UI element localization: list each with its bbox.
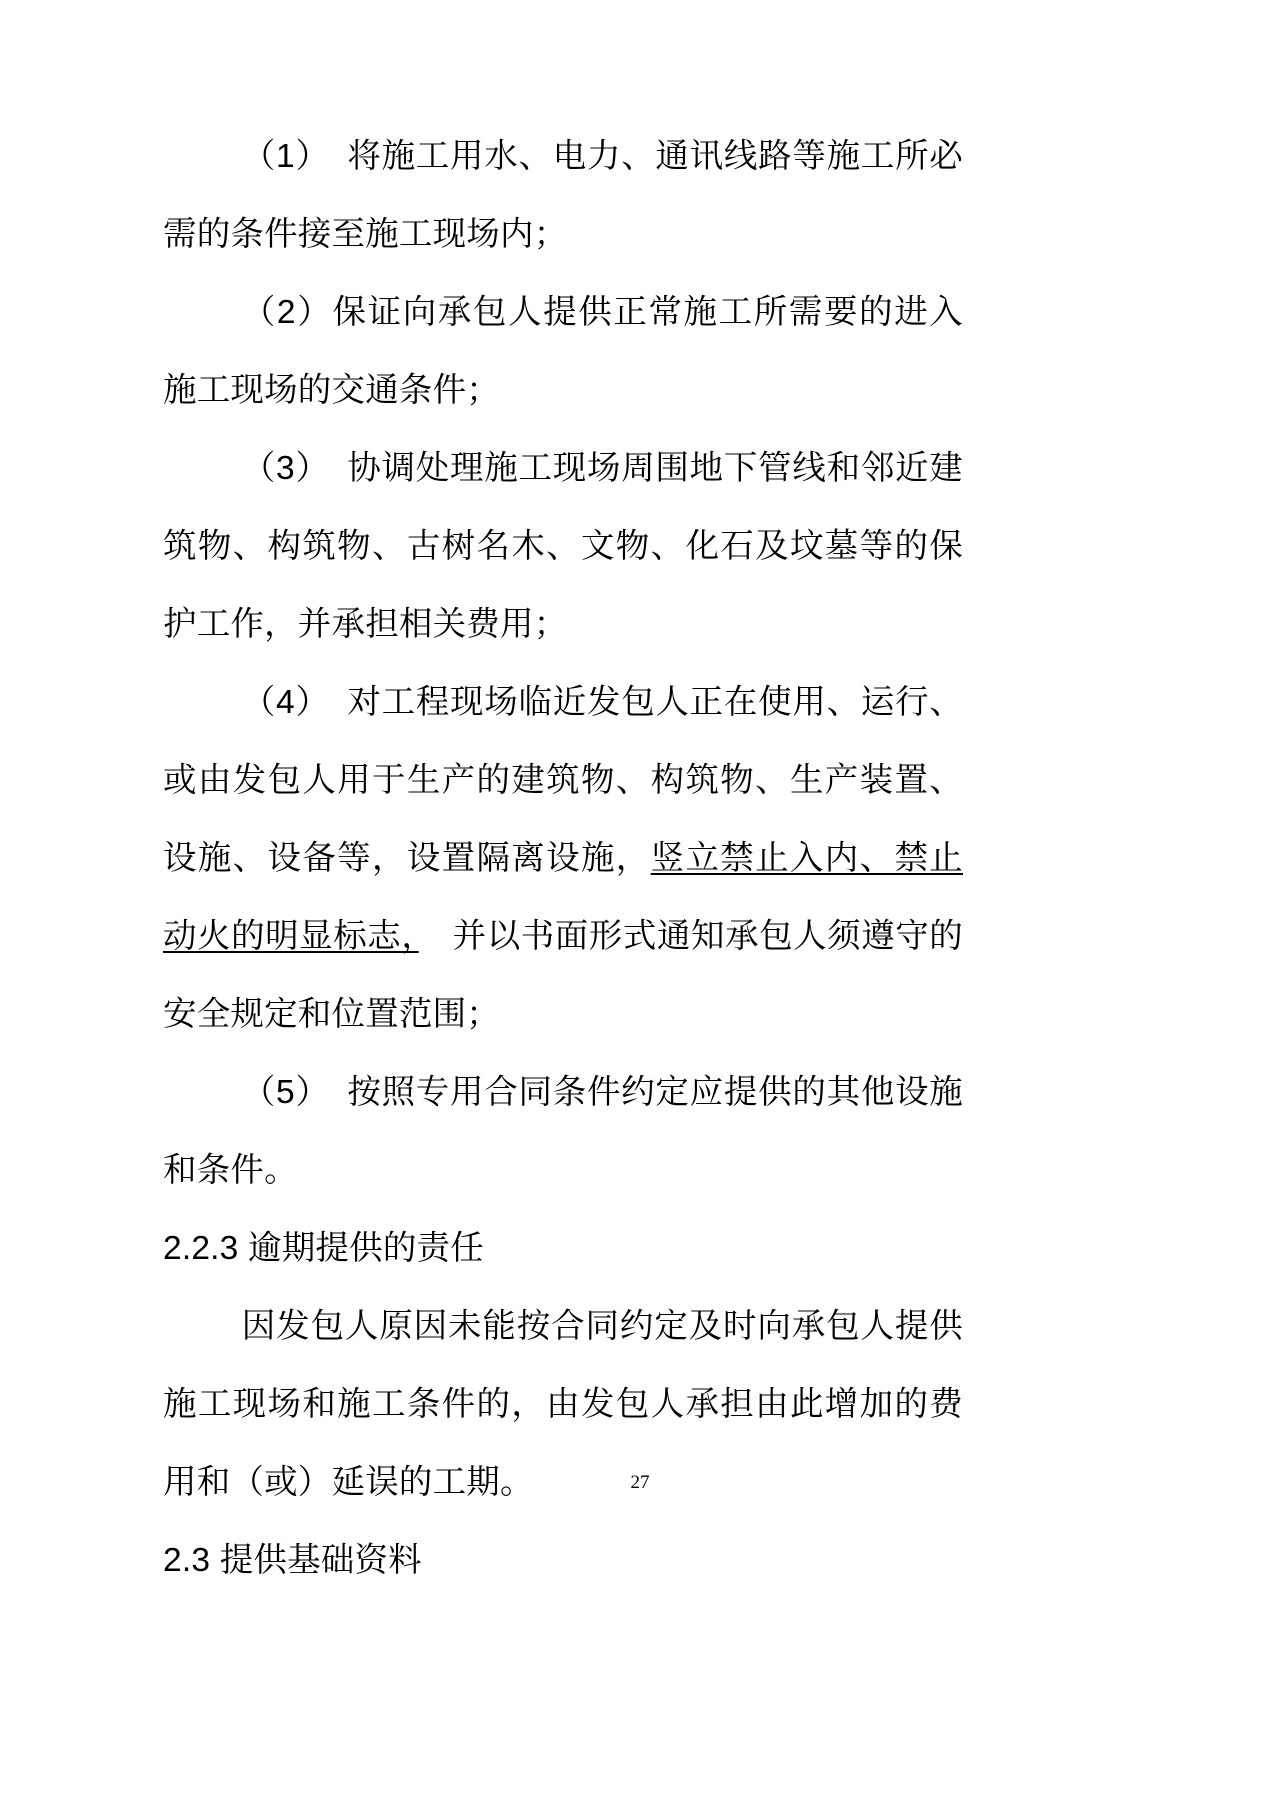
section-heading-2-2-3 (163, 1210, 963, 1288)
list-item-4 (163, 664, 963, 1054)
section-heading-2-3-title: 提供基础资料 (219, 1542, 422, 1579)
section-heading-2-3 (163, 1522, 963, 1600)
page-content (163, 118, 963, 1600)
section-heading-2-3-number: 2.3 (163, 1542, 211, 1579)
list-item-5-number: （5） (241, 1074, 314, 1111)
section-heading-2-2-3-number: 2.2.3 (163, 1230, 239, 1267)
list-item-2-number: （2） (241, 294, 333, 331)
list-item-4-number: （4） (241, 684, 314, 721)
list-item-2 (163, 274, 963, 430)
section-heading-2-2-3-title: 逾期提供的责任 (248, 1230, 484, 1267)
overdue-liability-paragraph: 因发包人原因未能按合同约定及时向承包人提供施工现场和施工条件的，由发包人承担由此增加的费用和（或）延误的工期。 (163, 1308, 963, 1501)
list-item-1 (163, 118, 963, 274)
page-number: 27 (630, 1472, 650, 1493)
list-item-5 (163, 1054, 963, 1210)
list-item-3-number: （3） (241, 450, 314, 487)
list-item-4-text-after-underline: 并以书面形式通知承包人须遵守的安全规定和位置范围； (163, 918, 964, 1033)
list-item-1-text: 将施工用水、电力、通讯线路等施工所必需的条件接至施工现场内； (163, 138, 963, 253)
list-item-2-text: 保证向承包人提供正常施工所需要的进入施工现场的交通条件； (163, 294, 964, 409)
list-item-3 (163, 430, 963, 664)
list-item-4-text-before-underline: 对工程现场临近发包人正在使用、运行、或由发包人用于生产的建筑物、构筑物、生产装置、设施、设备等，设置隔离设施， (163, 684, 963, 877)
list-item-4-underlined-text: 竖立禁止入内、禁止动火的明显标志， (163, 840, 963, 955)
list-item-1-number: （1） (241, 138, 314, 175)
list-item-3-text: 协调处理施工现场周围地下管线和邻近建筑物、构筑物、古树名木、文物、化石及坟墓等的保护工作，并承担相关费用； (163, 450, 963, 643)
list-item-5-text: 按照专用合同条件约定应提供的其他设施和条件。 (163, 1074, 963, 1189)
